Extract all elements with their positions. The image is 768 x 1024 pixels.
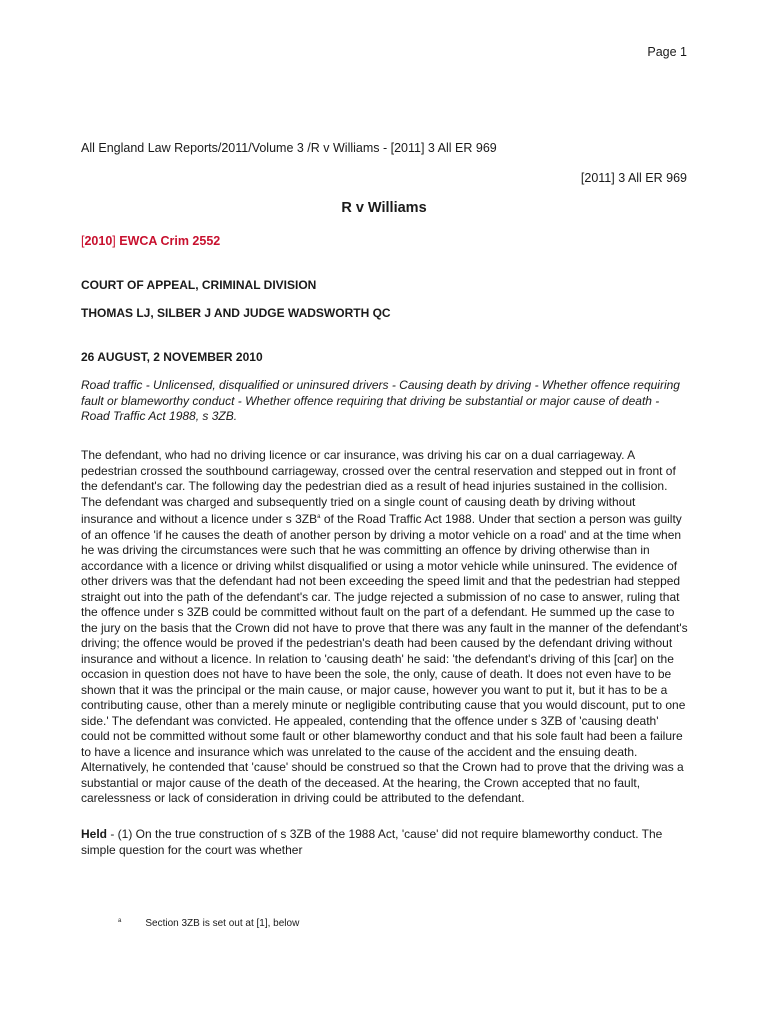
citation-close-bracket: ] (112, 234, 116, 248)
held-label: Held (81, 827, 108, 841)
footnote (118, 918, 299, 929)
footnote-marker: a (118, 918, 122, 924)
held-text: - (1) On the true construction of s 3ZB of the 1988 Act, 'cause' did not require blameworthy conduct. The simple question for the court was whether (81, 827, 663, 857)
footnote-text: Section 3ZB is set out at [1], below (145, 918, 300, 929)
judges: THOMAS LJ, SILBER J AND JUDGE WADSWORTH QC (81, 306, 391, 320)
footnote-reference[interactable]: a (317, 514, 321, 520)
hearing-dates: 26 AUGUST, 2 NOVEMBER 2010 (81, 350, 263, 364)
facts-text-part2: of the Road Traffic Act 1988. Under that section a person was guilty of an offence 'if he causes the death of another person by driving a motor vehicle on a road' and at the time when he was driving the circumstances were such that he was committing an offence by driving otherwise than in accordance with a licence or driving whilst disqualified or using a motor vehicle while uninsured. The evidence of other drivers was that the defendant had not been exceeding the speed limit and that the pedestrian had stepped straight out into the path of the defendant's car. The judge rejected a submission of no case to answer, ruling that the offence under s 3ZB could be committed without fault on the part of a defendant. He summed up the case to the jury on the basis that the Crown did not have to prove that there was any fault in the manner of the defendant's driving; the offence would be proved if the pedestrian's death had been caused by the defendant driving without insurance and without a licence. In relation to 'causing death' he said: 'the defendant's driving of this [car] on the occasion in question does not have to have been the sole, the only, cause of death. It does not even have to be shown that it was the principal or the main cause, or major cause, however you want to put it, but it has to be a contributing cause, other than a merely minute or negligible contributing cause that you would discount, put to one side.' The defendant was convicted. He appealed, contending that the offence under s 3ZB of 'causing death' could not be committed without some fault or other blameworthy conduct and that his sole fault had been a failure to have a licence and insurance which was unrelated to the cause of the accident and the ensuing death. Alternatively, he contended that 'cause' should be construed so that the Crown had to prove that the driving was a substantial or major cause of the death of the deceased. At the hearing, the Crown accepted that no fault, carelessness or lack of consideration in driving could be attributed to the defendant. (81, 512, 688, 805)
neutral-citation-link[interactable] (81, 234, 220, 248)
facts-text-part1: The defendant, who had no driving licence or car insurance, was driving his car on a dual carriageway. A pedestrian crossed the southbound carriageway, crossed over the central reservation and stepped out in front of the defendant's car. The following day the pedestrian died as a result of head injuries sustained in the collision. The defendant was charged and subsequently tried on a single count of causing death by driving without insurance and without a licence under s 3ZB (81, 448, 676, 526)
report-citation-line: All England Law Reports/2011/Volume 3 /R v Williams - [2011] 3 All ER 969 (81, 141, 497, 155)
facts-paragraph (81, 448, 688, 807)
case-title: R v Williams (341, 200, 427, 216)
report-reference: [2011] 3 All ER 969 (580, 171, 687, 185)
citation-open-bracket: [ (81, 234, 85, 248)
citation-year: 2010 (84, 234, 113, 248)
catchwords: Road traffic - Unlicensed, disqualified or uninsured drivers - Causing death by driving - Whether offence requiring fault or blameworthy conduct - Whether offence requiring that driving be substantial or major cause of death - Road Traffic Act 1988, s 3ZB. (81, 378, 680, 423)
court-name: COURT OF APPEAL, CRIMINAL DIVISION (81, 278, 317, 292)
citation-court-ref: EWCA Crim 2552 (119, 234, 221, 248)
page-number: Page 1 (647, 45, 687, 59)
held-paragraph (81, 827, 688, 858)
